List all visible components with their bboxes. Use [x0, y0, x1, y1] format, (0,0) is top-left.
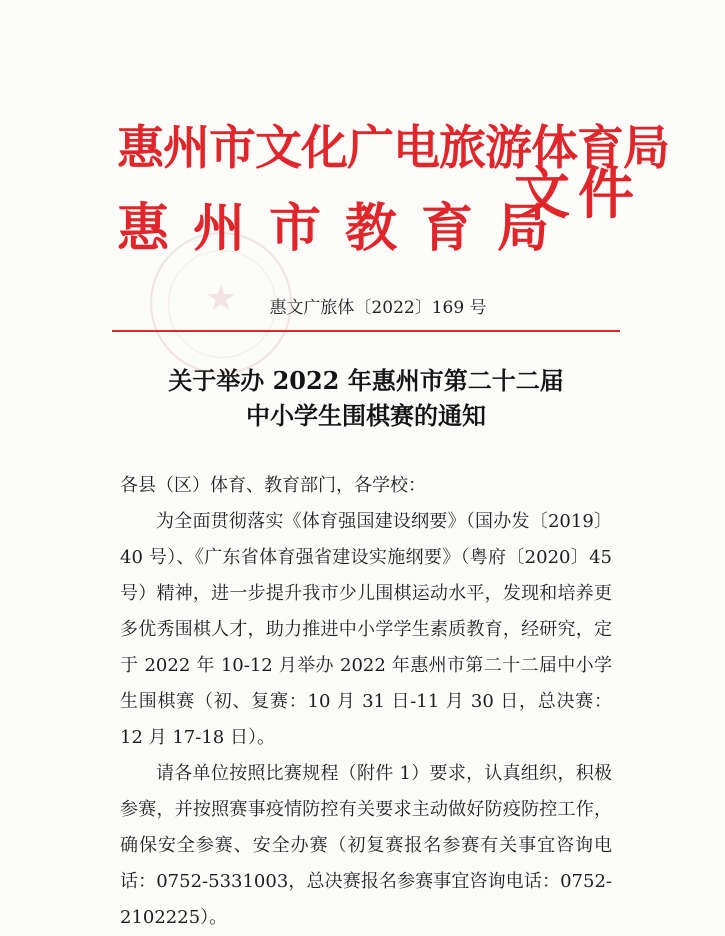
body-paragraph-2: 请各单位按照比赛规程（附件 1）要求，认真组织，积极参赛，并按照赛事疫情防控有关要求主动做好防疫防控工作，确保安全参赛、安全办赛（初复赛报名参赛有关事宜咨询电话：0752-5331003，总决赛报名参赛事宜咨询电话：0752-2102225）。	[120, 763, 612, 928]
document-title-line-1: 关于举办 2022 年惠州市第二十二届	[168, 366, 564, 395]
document-number: 惠文广旅体〔2022〕169 号	[269, 298, 487, 318]
issuer-name-1: 惠州市文化广电旅游体育局	[117, 121, 669, 176]
issuer-name-2: 惠州市教育局	[117, 198, 574, 259]
document-type-label: 文件	[514, 161, 642, 227]
body-paragraph-1: 为全面贯彻落实《体育强国建设纲要》（国办发〔2019〕40 号）、《广东省体育强省建设实施纲要》（粤府〔2020〕45 号）精神，进一步提升我市少儿围棋运动水平，发现和培养更多优秀围棋人才，助力推进中小学学生素质教育，经研究，定于 2022 年 10-12 月举办 2022 年惠州市第二十二届中小学生围棋赛（初、复赛：10 月 31 日-11 月 30 日，总决赛：12 月 17-18 日）。	[120, 511, 612, 748]
seal-star-icon: ★	[204, 278, 238, 319]
salutation: 各县（区）体育、教育部门，各学校：	[120, 475, 426, 496]
document-title-line-2: 中小学生围棋赛的通知	[246, 401, 486, 430]
header-divider	[112, 330, 620, 332]
document-body	[120, 468, 612, 936]
